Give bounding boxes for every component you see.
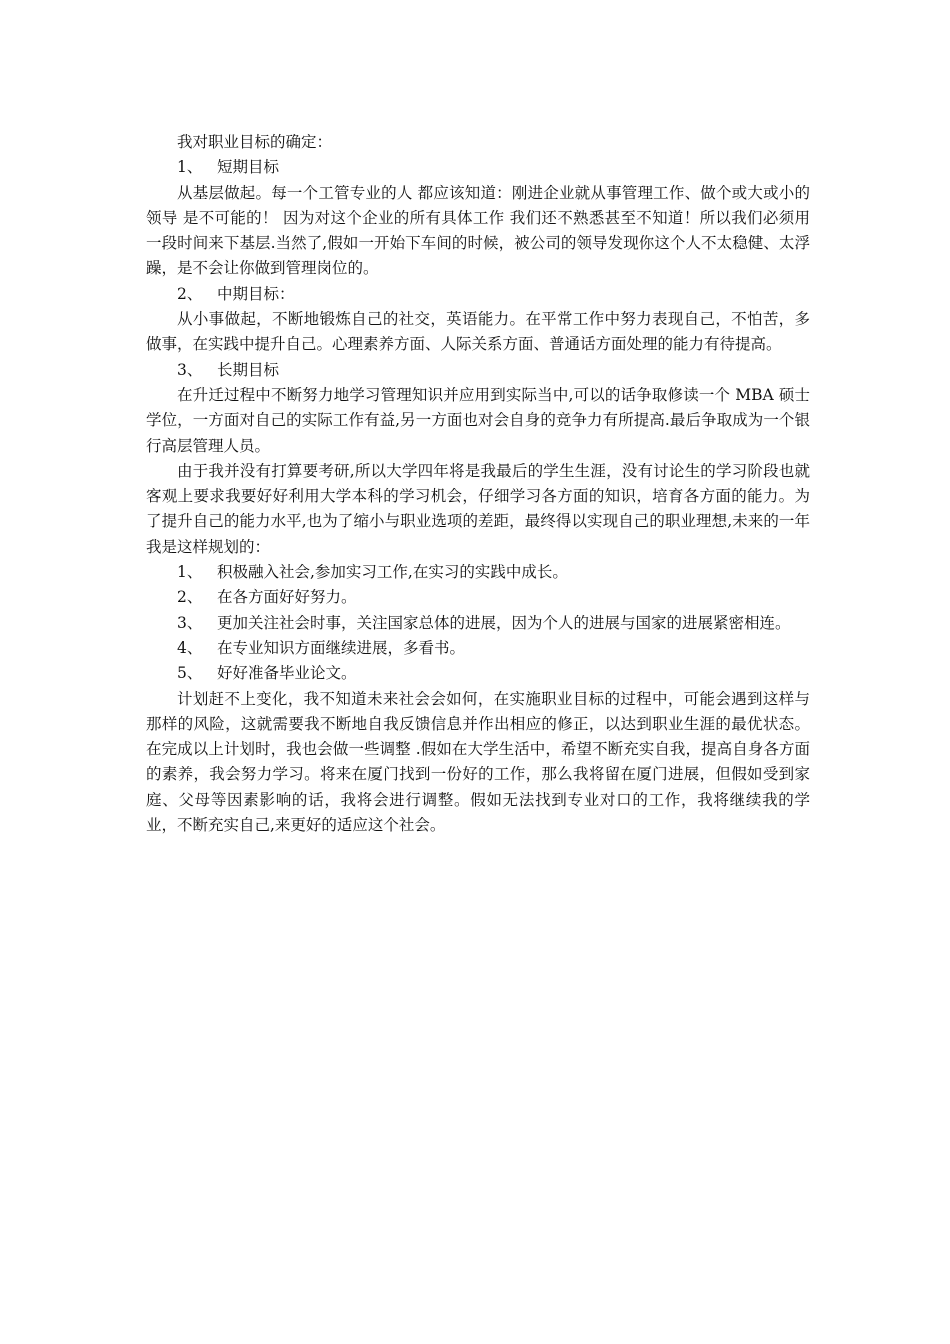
goal-number: 1、	[177, 158, 203, 177]
document-body	[146, 130, 810, 838]
plan-item	[146, 636, 810, 661]
plan-item-text: 积极融入社会,参加实习工作,在实习的实践中成长。	[217, 563, 568, 582]
goal-heading-text: 中期目标：	[217, 284, 295, 303]
plan-item-text: 在各方面好好努力。	[217, 588, 357, 607]
plan-item	[146, 661, 810, 686]
plan-item	[146, 585, 810, 610]
plan-item-number: 4、	[177, 638, 203, 657]
plan-item	[146, 611, 810, 636]
goal-number: 3、	[177, 360, 203, 379]
intro-paragraph: 我对职业目标的确定：	[177, 133, 333, 151]
goal-body-short-term: 从基层做起。每一个工管专业的人 都应该知道：刚进企业就从事管理工作、做个或大或小的领导 是不可能的！ 因为对这个企业的所有具体工作 我们还不熟悉甚至不知道！所以我们必须用一段时间来下基层.当然了,假如一开始下车间的时候，被公司的领导发现你这个人不太稳健、太浮躁，是不会让你做到管理岗位的。	[146, 183, 810, 278]
plan-item-text: 在专业知识方面继续进展，多看书。	[217, 638, 466, 657]
goal-number: 2、	[177, 284, 203, 303]
goal-heading-short-term	[146, 155, 810, 180]
goal-heading-long-term	[146, 358, 810, 383]
plan-item-text: 更加关注社会时事，关注国家总体的进展，因为个人的进展与国家的进展紧密相连。	[217, 613, 791, 632]
goal-heading-text: 短期目标	[217, 158, 280, 177]
plan-item	[146, 560, 810, 585]
plan-item-number: 2、	[177, 588, 203, 607]
goal-heading-text: 长期目标	[217, 360, 280, 379]
goal-body-mid-term: 从小事做起，不断地锻炼自己的社交，英语能力。在平常工作中努力表现自己，不怕苦，多做事，在实践中提升自己。心理素养方面、人际关系方面、普通话方面处理的能力有待提高。	[146, 310, 810, 354]
conclusion-paragraph: 计划赶不上变化，我不知道未来社会会如何，在实施职业目标的过程中，可能会遇到这样与那样的风险，这就需要我不断地自我反馈信息并作出相应的修正，以达到职业生涯的最优状态。在完成以上计划时，我也会做一些调整 .假如在大学生活中，希望不断充实自我，提高自身各方面的素养，我会努力学习。将来在厦门找到一份好的工作，那么我将留在厦门进展，但假如受到家庭、父母等因素影响的话，我将会进行调整。假如无法找到专业对口的工作，我将继续我的学业，不断充实自己,来更好的适应这个社会。	[146, 689, 810, 835]
plan-intro-paragraph: 由于我并没有打算要考研,所以大学四年将是我最后的学生生涯，没有讨论生的学习阶段也就客观上要求我要好好利用大学本科的学习机会，仔细学习各方面的知识，培育各方面的能力。为了提升自己的能力水平,也为了缩小与职业选项的差距，最终得以实现自己的职业理想,未来的一年我是这样规划的：	[146, 461, 810, 556]
goal-body-long-term: 在升迁过程中不断努力地学习管理知识并应用到实际当中,可以的话争取修读一个 MBA 硕士学位，一方面对自己的实际工作有益,另一方面也对会自身的竞争力有所提高.最后争取成为一个银行高层管理人员。	[146, 385, 810, 455]
plan-item-number: 1、	[177, 563, 203, 582]
plan-item-text: 好好准备毕业论文。	[217, 664, 357, 683]
goal-heading-mid-term	[146, 282, 810, 307]
plan-item-number: 3、	[177, 613, 203, 632]
plan-item-number: 5、	[177, 664, 203, 683]
